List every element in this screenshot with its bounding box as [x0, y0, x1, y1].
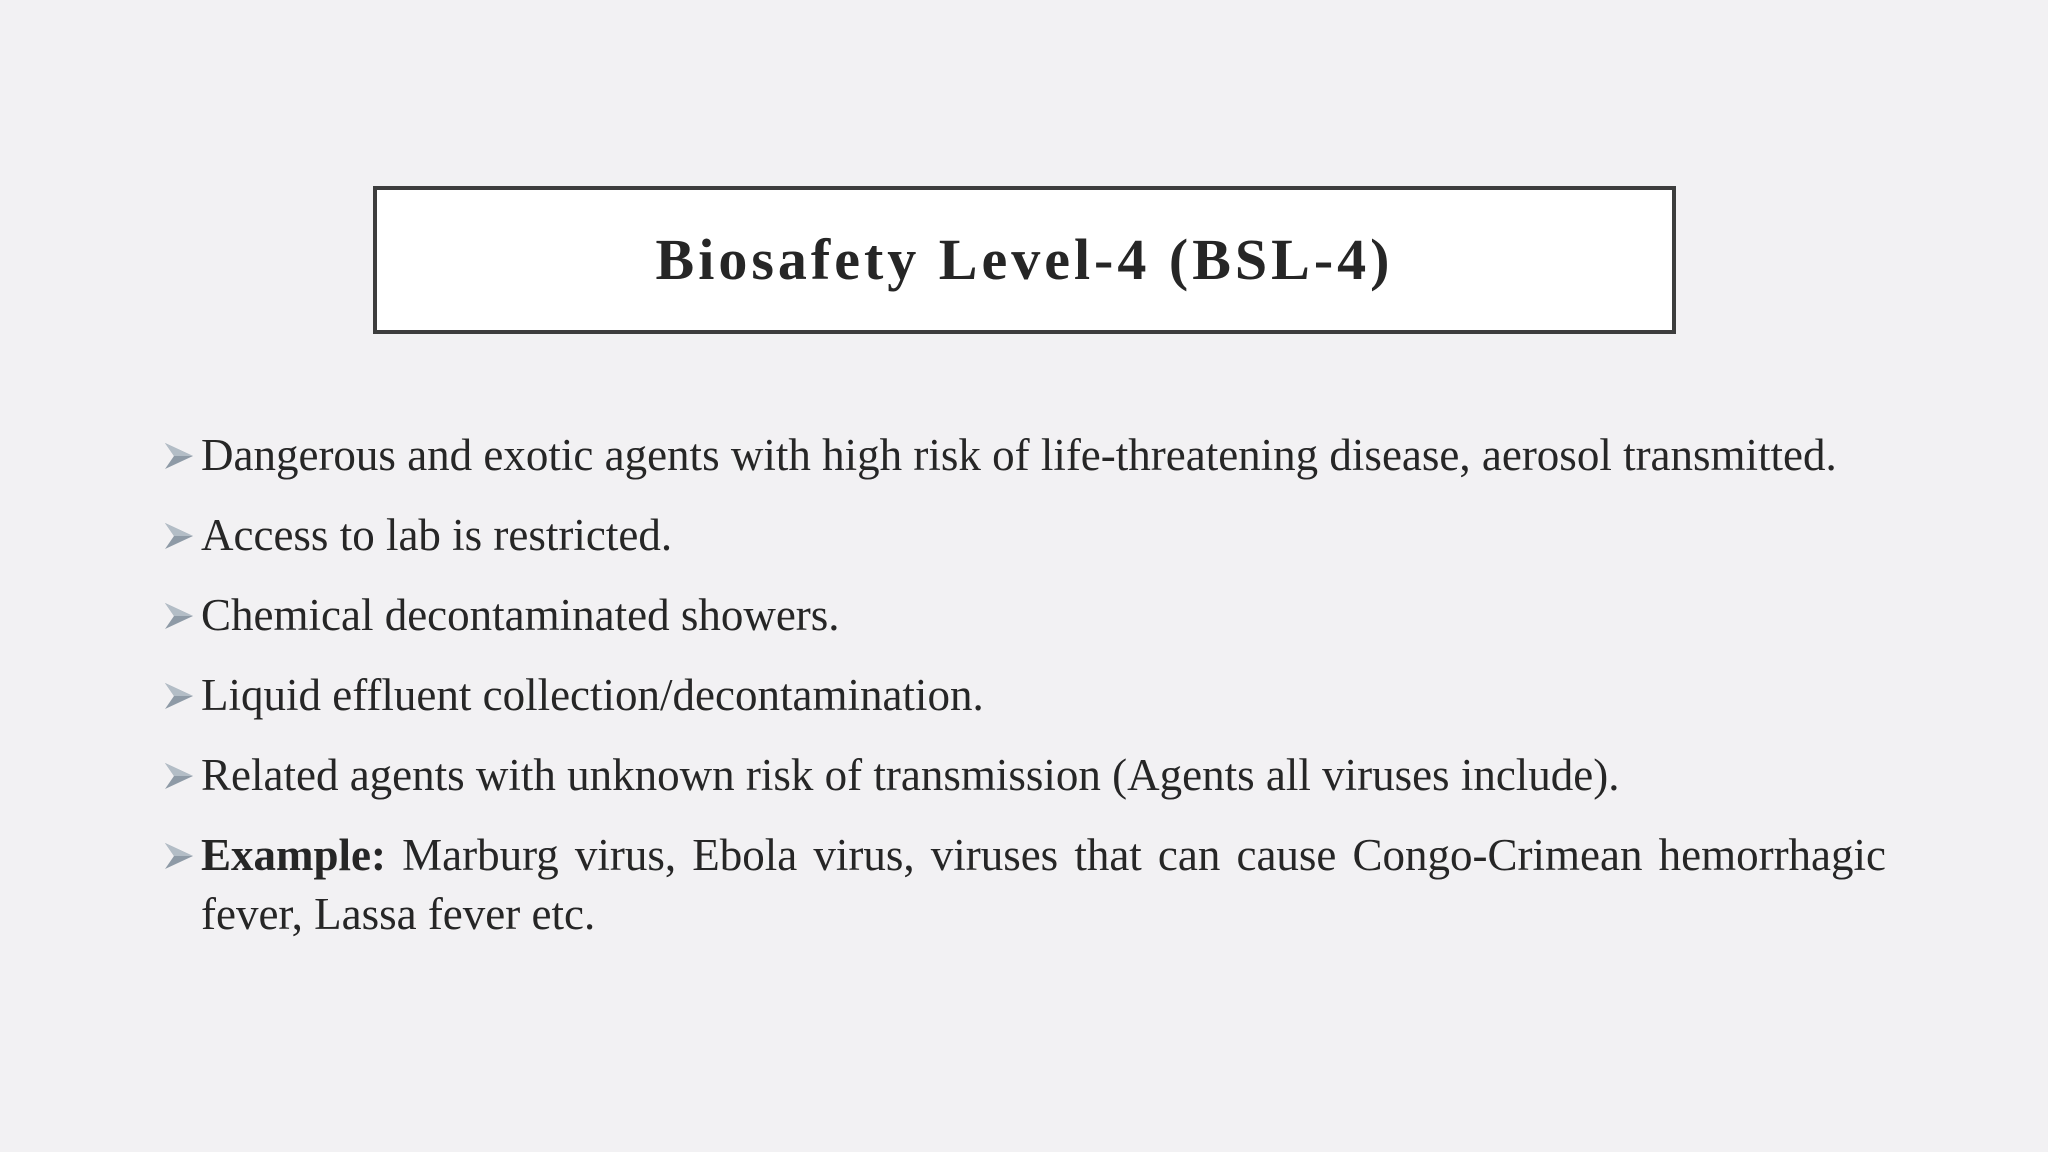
- title-box: [373, 186, 1676, 334]
- bullet-text: Liquid effluent collection/decontamination.: [201, 670, 984, 720]
- arrow-bullet-icon: [163, 441, 195, 471]
- arrow-bullet-icon: [163, 761, 195, 791]
- arrow-bullet-icon: [163, 521, 195, 551]
- bullet-text: Access to lab is restricted.: [201, 510, 673, 560]
- arrow-bullet-icon: [163, 681, 195, 711]
- bullet-item-example: [163, 826, 1886, 944]
- bullet-item: [163, 426, 1886, 485]
- arrow-bullet-icon: [163, 601, 195, 631]
- bullet-item: [163, 586, 1886, 645]
- bullet-text: Marburg virus, Ebola virus, viruses that can cause Congo-Crimean hemorrhagic fever, Lassa fever etc.: [201, 830, 1886, 939]
- bullet-text: Chemical decontaminated showers.: [201, 590, 840, 640]
- bullet-text: Dangerous and exotic agents with high risk of life-threatening disease, aerosol transmitted.: [201, 430, 1837, 480]
- bullet-item: [163, 746, 1886, 805]
- bullet-text: Related agents with unknown risk of transmission (Agents all viruses include).: [201, 750, 1620, 800]
- bullet-list: [163, 426, 1886, 944]
- example-label: Example:: [201, 830, 386, 880]
- bullet-item: [163, 506, 1886, 565]
- bullet-item: [163, 666, 1886, 725]
- arrow-bullet-icon: [163, 841, 195, 871]
- slide-title: Biosafety Level-4 (BSL-4): [655, 227, 1394, 292]
